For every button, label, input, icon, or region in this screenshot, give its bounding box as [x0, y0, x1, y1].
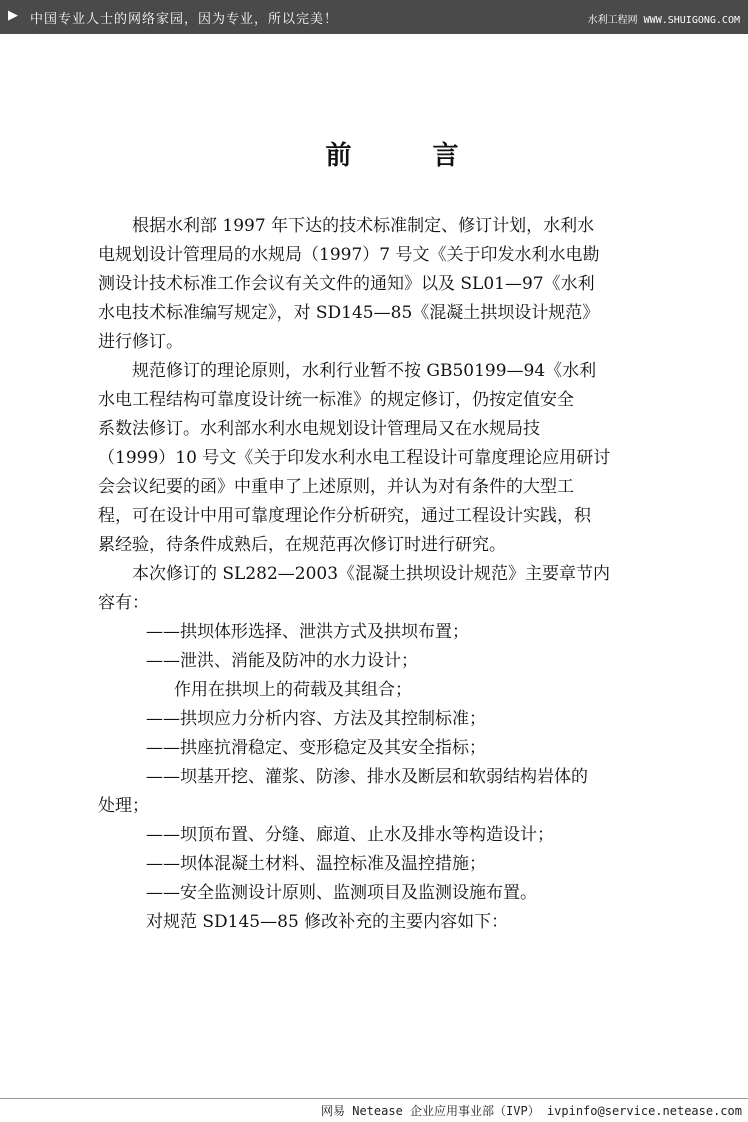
paragraph-line: 系数法修订。水利部水利水电规划设计管理局又在水规局技: [98, 419, 540, 439]
paragraph-line: 容有：: [98, 593, 149, 613]
list-item: ——坝基开挖、灌浆、防渗、排水及断层和软弱结构岩体的: [146, 767, 588, 787]
paragraph-line: 水电工程结构可靠度设计统一标准》的规定修订，仍按定值安全: [98, 390, 574, 410]
list-item: 处理；: [98, 796, 149, 816]
paragraph-line: 累经验，待条件成熟后，在规范再次修订时进行研究。: [98, 535, 506, 555]
banner-slogan: 中国专业人士的网络家园，因为专业，所以完美！: [30, 12, 339, 27]
footer-divider: [0, 1098, 748, 1099]
list-item: ——泄洪、消能及防冲的水力设计；: [146, 651, 418, 671]
list-item: ——拱座抗滑稳定、变形稳定及其安全指标；: [146, 738, 486, 758]
list-item: ——安全监测设计原则、监测项目及监测设施布置。: [146, 883, 537, 903]
footer-text: 网易 Netease 企业应用事业部（IVP） ivpinfo@service.netease.com: [321, 1104, 742, 1118]
paragraph-line: 会会议纪要的函》中重申了上述原则，并认为对有条件的大型工: [98, 477, 574, 497]
play-arrow-icon: ▶: [8, 8, 18, 23]
paragraph-line: 规范修订的理论原则，水利行业暂不按 GB50199—94《水利: [132, 361, 597, 381]
paragraph-line: 程，可在设计中用可靠度理论作分析研究，通过工程设计实践，积: [98, 506, 591, 526]
document-body: [98, 212, 656, 937]
paragraph-line: 根据水利部 1997 年下达的技术标准制定、修订计划，水利水: [132, 216, 595, 236]
top-banner: [0, 0, 748, 34]
banner-site-link[interactable]: 水利工程网 WWW.SHUIGONG.COM: [587, 15, 740, 26]
list-item: 作用在拱坝上的荷载及其组合；: [174, 680, 412, 700]
list-item: ——坝体混凝土材料、温控标准及温控措施；: [146, 854, 486, 874]
paragraph-line: （1999）10 号文《关于印发水利水电工程设计可靠度理论应用研讨: [98, 448, 611, 468]
paragraph-line: 本次修订的 SL282—2003《混凝土拱坝设计规范》主要章节内: [132, 564, 611, 584]
list-item: ——拱坝体形选择、泄洪方式及拱坝布置；: [146, 622, 469, 642]
paragraph-line: 对规范 SD145—85 修改补充的主要内容如下：: [146, 912, 509, 932]
paragraph-line: 进行修订。: [98, 332, 183, 352]
list-item: ——坝顶布置、分缝、廊道、止水及排水等构造设计；: [146, 825, 554, 845]
paragraph-line: 测设计技术标准工作会议有关文件的通知》以及 SL01—97《水利: [98, 274, 595, 294]
paragraph-line: 水电技术标准编写规定》，对 SD145—85《混凝土拱坝设计规范》: [98, 303, 600, 323]
list-item: ——拱坝应力分析内容、方法及其控制标准；: [146, 709, 486, 729]
page-title: 前 言: [325, 141, 495, 171]
paragraph-line: 电规划设计管理局的水规局（1997）7 号文《关于印发水利水电勘: [98, 245, 600, 265]
